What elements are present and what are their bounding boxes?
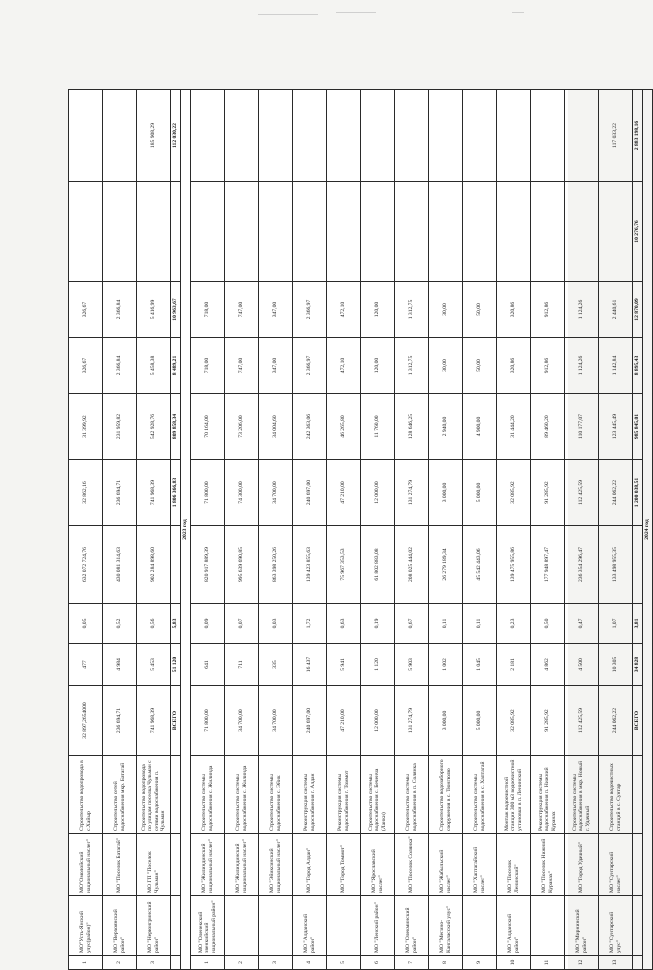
population-cell: 5 941 [327,644,361,686]
population-cell: 5 903 [395,644,429,686]
total-budget: 809 858,34 [171,394,181,460]
total-row-2023 [633,90,643,970]
scan-artifact [336,12,376,13]
fund-cell: 131 274,79 [395,460,429,526]
other-cell: 320,86 [497,282,531,338]
total-cost-cell: 208 025 444,02 [395,526,429,604]
other-cell: 2 366,84 [103,282,137,338]
fund-cell: 32 862,16 [69,460,103,526]
district-cell: МО "Алданский район" [497,896,531,956]
table-row [259,90,293,970]
sum-cell [429,90,463,182]
settlement-cell: МО "Ярославский наслег" [361,834,395,896]
population-cell: 4 500 [565,644,599,686]
table-row [599,90,633,970]
total-cost-cell: 139 475 955,86 [497,526,531,604]
total-cost-cell: 139 423 855,63 [293,526,327,604]
blank-cell [171,956,181,970]
other-cell: 2 440,61 [599,282,633,338]
extra-cell [599,182,633,282]
share-cell: 0,23 [497,604,531,644]
table-row [293,90,327,970]
total-cost-cell: 632 072 724,76 [69,526,103,604]
table-row [565,90,599,970]
local-cell: 120,00 [361,338,395,394]
total-cost-cell: 75 967 353,53 [327,526,361,604]
row-number: 1 [69,956,103,970]
sum-cell [327,90,361,182]
extra-cell [103,182,137,282]
row-number: 4 [293,956,327,970]
cost-cell: 47 210,00 [327,686,361,756]
total-population: 51 120 [171,644,181,686]
blank-cell [171,896,181,956]
extra-cell [293,182,327,282]
cost-cell: 34 700,00 [259,686,293,756]
cost-cell: 32 085,92 [497,686,531,756]
district-cell [531,896,565,956]
extra-cell [191,182,225,282]
object-cell: Строительство системы водоснабжения с. Жилинда [225,756,259,834]
row-number: 7 [395,956,429,970]
population-cell: 4 862 [531,644,565,686]
total-label: ВСЕГО [633,686,643,756]
fund-cell: 5 000,00 [463,460,497,526]
other-cell: 1 124,26 [565,282,599,338]
object-cell: Строительство системы водоснабжения с. Жилинда [191,756,225,834]
table-row [69,90,103,970]
district-cell [225,896,259,956]
cost-cell: 244 062,22 [599,686,633,756]
table-row [497,90,531,970]
budget-cell: 70 164,00 [191,394,225,460]
budget-cell: 123 445,49 [599,394,633,460]
settlement-cell: МО "Эйиксинский национальный наслег" [259,834,293,896]
sum-cell [395,90,429,182]
total-cost-cell: 902 284 898,60 [137,526,171,604]
local-cell: 2 366,97 [293,338,327,394]
sum-cell: 185 908,29 [137,90,171,182]
share-cell: 0,19 [361,604,395,644]
cost-cell: 91 285,92 [531,686,565,756]
other-cell: 30,00 [429,282,463,338]
local-cell: 50,00 [463,338,497,394]
row-number: 10 [497,956,531,970]
budget-cell: 542 928,76 [137,394,171,460]
total-row [171,90,181,970]
object-cell: Строительство системы водоснабжения с. Эйик [259,756,293,834]
water-supply-table [68,89,653,970]
extra-cell [429,182,463,282]
total-cost-cell: 820 917 889,39 [191,526,225,604]
cost-cell: 3 000,00 [429,686,463,756]
row-number: 2 [103,956,137,970]
total-fund: 1 200 038,51 [633,460,643,526]
extra-cell [565,182,599,282]
share-cell: 0,11 [463,604,497,644]
sum-cell [225,90,259,182]
object-cell: Реконструкция системы водоснабжения п. Нижний Куранах [531,756,565,834]
cost-cell: 5 000,00 [463,686,497,756]
settlement-cell: МО "Жабыльский наслег" [429,834,463,896]
row-number: 3 [259,956,293,970]
district-cell: МО"Усть-Янский улус(район)" [69,896,103,956]
settlement-cell: МО "Жилиндинский национальный наслег" [225,834,259,896]
district-cell: МО "Мегино-Кангаласский улус" [429,896,463,956]
other-cell: 347,00 [259,282,293,338]
object-cell: Реконструкция системы водоснабжения г. Алдан [293,756,327,834]
total-other: 10 963,67 [171,282,181,338]
cost-cell: 71 800,00 [191,686,225,756]
row-number: 1 [191,956,225,970]
fund-cell: 12 000,00 [361,460,395,526]
extra-cell [259,182,293,282]
district-cell: МО "Олекминский район" [395,896,429,956]
row-number: 11 [531,956,565,970]
rotated-document-sheet [68,90,651,970]
object-cell: Строительство системы водоснабжения с. Беченча (Ланки) [361,756,395,834]
cost-cell: 34 700,00 [225,686,259,756]
local-cell: 347,00 [259,338,293,394]
cost-cell: 12 000,00 [361,686,395,756]
settlement-cell: МО ГП "Поселок Чульман" [137,834,171,896]
settlement-cell: МО "Город Томмот" [327,834,361,896]
population-cell: 4 984 [103,644,137,686]
total-extra [171,182,181,282]
total-local: 8 895,43 [633,338,643,394]
budget-cell: 231 959,82 [103,394,137,460]
budget-cell: 242 363,06 [293,394,327,460]
cost-cell: 112 425,59 [565,686,599,756]
cost-cell: 131 274,79 [395,686,429,756]
population-cell: 16 437 [293,644,327,686]
sum-cell [69,90,103,182]
object-cell: Строительство водозаборного сооружения в с. Тюнгюлю [429,756,463,834]
district-cell: МО "Сунтарский улус" [599,896,633,956]
fund-cell: 47 210,00 [327,460,361,526]
extra-cell [497,182,531,282]
total-extra: 10 276,76 [633,182,643,282]
total-other: 12 870,09 [633,282,643,338]
other-cell: 326,67 [69,282,103,338]
local-cell: 472,10 [327,338,361,394]
other-cell: 747,00 [225,282,259,338]
other-cell: 5 416,99 [137,282,171,338]
table-row [463,90,497,970]
cost-cell: 236 694,71 [103,686,137,756]
district-cell: МО "Нерюнгринский район" [137,896,171,956]
share-cell: 0,56 [137,604,171,644]
fund-cell: 91 285,92 [531,460,565,526]
share-cell: 0,07 [225,604,259,644]
extra-cell [531,182,565,282]
settlement-cell: МО "Поселок Нижний Куранах" [531,834,565,896]
budget-cell: 31 399,92 [69,394,103,460]
settlement-cell: МО "Город Алдан" [293,834,327,896]
share-cell: 0,47 [565,604,599,644]
district-cell [463,896,497,956]
blank-cell [633,756,643,834]
fund-cell: 74 300,00 [225,460,259,526]
share-cell: 0,67 [395,604,429,644]
sum-cell [191,90,225,182]
total-cost-cell: 995 639 690,85 [225,526,259,604]
settlement-cell: МО "Поселок Ленинский" [497,834,531,896]
table-row [361,90,395,970]
fund-cell: 32 085,92 [497,460,531,526]
extra-cell [395,182,429,282]
row-number: 12 [565,956,599,970]
year-heading: 2023 год [181,90,191,970]
year-2024-row [643,90,653,970]
cost-cell: 240 697,00 [293,686,327,756]
year-heading: 2024 год [643,90,653,970]
other-cell: 1 312,75 [395,282,429,338]
table-row [103,90,137,970]
population-cell: 2 181 [497,644,531,686]
population-cell: 1 120 [361,644,395,686]
blank-cell [171,526,181,604]
scan-artifact [258,14,318,15]
share-cell: 0,05 [69,604,103,644]
local-cell: 747,00 [225,338,259,394]
table-row [137,90,171,970]
share-cell: 0,03 [259,604,293,644]
extra-cell [463,182,497,282]
fund-cell: 71 800,00 [191,460,225,526]
share-cell: 0,09 [191,604,225,644]
local-cell: 1 124,26 [565,338,599,394]
settlement-cell: МО "Поселок Солянка" [395,834,429,896]
object-cell: Строительство водочистных станций в с. Сунтар [599,756,633,834]
population-cell: 1 002 [429,644,463,686]
share-cell: 0,11 [429,604,463,644]
budget-cell: 2 940,00 [429,394,463,460]
total-budget: 985 845,01 [633,394,643,460]
total-fund: 1 806 366,83 [171,460,181,526]
other-cell: 2 366,97 [293,282,327,338]
blank-cell [171,756,181,834]
row-number: 8 [429,956,463,970]
cost-cell: 32 897,2654000 [69,686,103,756]
fund-cell: 3 000,00 [429,460,463,526]
total-population: 34 828 [633,644,643,686]
settlement-cell: МО"Омолойский национальный наслег" [69,834,103,896]
total-cost-cell: 61 802 883,08 [361,526,395,604]
budget-cell: 34 004,60 [259,394,293,460]
sum-cell [531,90,565,182]
fund-cell: 236 694,71 [103,460,137,526]
blank-cell [171,834,181,896]
district-cell: МО "Ленский район" [361,896,395,956]
sum-cell [361,90,395,182]
budget-cell: 46 265,80 [327,394,361,460]
sum-cell [463,90,497,182]
other-cell: 120,00 [361,282,395,338]
settlement-cell: МО "Хаптагайский наслег" [463,834,497,896]
table-row [531,90,565,970]
local-cell: 30,00 [429,338,463,394]
sum-cell [497,90,531,182]
blank-cell [633,526,643,604]
sum-cell: 117 033,22 [599,90,633,182]
total-cost-cell: 236 354 296,47 [565,526,599,604]
scan-artifact [512,12,524,13]
extra-cell [137,182,171,282]
object-cell: Строительство системы водоснабжения в п. Солянка [395,756,429,834]
population-cell: 477 [69,644,103,686]
blank-cell [633,896,643,956]
sum-cell [565,90,599,182]
share-cell: 0,50 [531,604,565,644]
row-number: 9 [463,956,497,970]
population-cell: 10 305 [599,644,633,686]
object-cell: Реконструкция системы водоснабжения г. Томмот [327,756,361,834]
local-cell: 1 142,84 [599,338,633,394]
population-cell: 641 [191,644,225,686]
district-cell [259,896,293,956]
row-number: 2 [225,956,259,970]
extra-cell [69,182,103,282]
total-share: 3,81 [633,604,643,644]
population-cell: 711 [225,644,259,686]
row-number: 6 [361,956,395,970]
local-cell: 320,86 [497,338,531,394]
settlement-cell: МО "Поселок Батагай" [103,834,137,896]
budget-cell: 73 206,00 [225,394,259,460]
total-local: 8 489,21 [171,338,181,394]
other-cell: 912,86 [531,282,565,338]
extra-cell [361,182,395,282]
total-cost-cell: 26 279 189,34 [429,526,463,604]
table-row [327,90,361,970]
local-cell: 718,00 [191,338,225,394]
year-2023-row [181,90,191,970]
total-cost-cell: 430 081 314,63 [103,526,137,604]
budget-cell: 31 444,20 [497,394,531,460]
budget-cell: 89 460,20 [531,394,565,460]
budget-cell: 11 760,00 [361,394,395,460]
total-label: ВСЕГО [171,686,181,756]
district-cell [327,896,361,956]
population-cell: 5 453 [137,644,171,686]
table-row [225,90,259,970]
total-cost-cell: 863 398 250,26 [259,526,293,604]
total-share: 5,83 [171,604,181,644]
row-number: 13 [599,956,633,970]
object-cell: Строительство водопровода в с.Хайыр [69,756,103,834]
extra-cell [327,182,361,282]
settlement-cell: МО "Сунтарский наслег" [599,834,633,896]
blank-cell [633,834,643,896]
budget-cell: 4 900,00 [463,394,497,460]
fund-cell: 34 700,00 [259,460,293,526]
row-number: 3 [137,956,171,970]
blank-cell [633,956,643,970]
local-cell: 2 366,84 [103,338,137,394]
share-cell: 0,52 [103,604,137,644]
local-cell: 326,67 [69,338,103,394]
fund-cell: 741 968,39 [137,460,171,526]
share-cell: 1,72 [293,604,327,644]
district-cell: МО "Верхоянский район" [103,896,137,956]
total-sum: 2 883 198,16 [633,90,643,182]
sum-cell [293,90,327,182]
other-cell: 472,10 [327,282,361,338]
object-cell: Строительство сетей водоснабжения мкр. Батагай [103,756,137,834]
local-cell: 5 458,38 [137,338,171,394]
sum-cell [259,90,293,182]
row-number: 5 [327,956,361,970]
budget-cell: 128 646,25 [395,394,429,460]
fund-cell: 240 697,00 [293,460,327,526]
total-cost-cell: 133 498 955,35 [599,526,633,604]
object-cell: Строительство системы водоснабжения в мкр. Новый г. Удачный [565,756,599,834]
object-cell: Строительство водопровода по улицам поселка Чульман с сетями водоснабжения п. Чульман [137,756,171,834]
other-cell: 718,00 [191,282,225,338]
share-cell: 1,07 [599,604,633,644]
settlement-cell: МО "Город Удачный" [565,834,599,896]
extra-cell [225,182,259,282]
fund-cell: 244 062,22 [599,460,633,526]
settlement-cell: МО "Жилиндинский национальный наслег" [191,834,225,896]
district-cell: МО "Алданский район" [293,896,327,956]
table-row [395,90,429,970]
budget-cell: 110 177,07 [565,394,599,460]
other-cell: 50,00 [463,282,497,338]
local-cell: 912,86 [531,338,565,394]
population-cell: 1 045 [463,644,497,686]
local-cell: 1 312,75 [395,338,429,394]
share-cell: 0,63 [327,604,361,644]
population-cell: 335 [259,644,293,686]
district-cell: МО "Мирнинский район" [565,896,599,956]
fund-cell: 112 425,59 [565,460,599,526]
district-cell: МО "Оленекский эвенкийский национальный район" [191,896,225,956]
total-cost-cell: 177 948 897,47 [531,526,565,604]
table-row [191,90,225,970]
sum-cell [103,90,137,182]
total-cost-cell: 45 542 443,06 [463,526,497,604]
table-row [429,90,463,970]
cost-cell: 741 968,39 [137,686,171,756]
object-cell: Строительство системы водоснабжения в с. Хаптагай [463,756,497,834]
object-cell: Монтаж водоочистной станции 300 м3 водоочистной установки в п. Ленинский [497,756,531,834]
total-sum: 112 030,22 [171,90,181,182]
